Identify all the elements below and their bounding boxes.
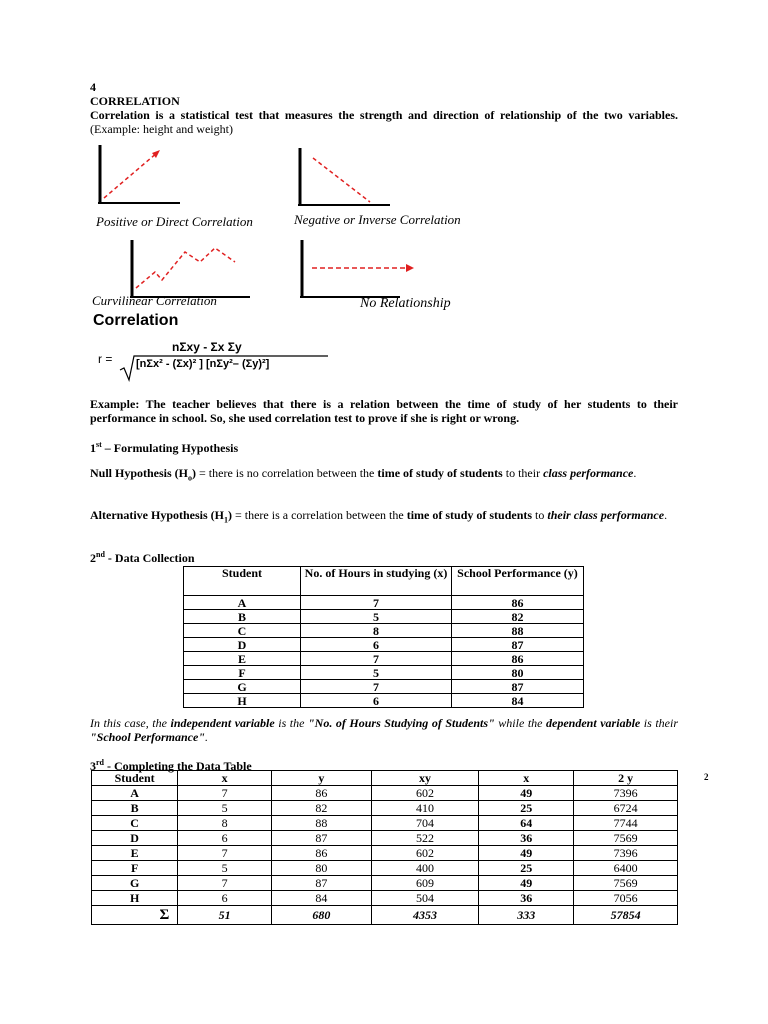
intro-definition: Correlation is a statistical test that measures the strength and direction of relationship of the two variables. [90, 108, 678, 122]
note-part: . [204, 730, 208, 744]
note-dependent-name: "School Performance" [90, 730, 205, 744]
sum-row [92, 906, 678, 925]
table-row [92, 786, 678, 801]
note-independent: independent variable [170, 716, 275, 730]
col-header-performance: School Performance (y) [452, 567, 584, 596]
table-cell: 7 [301, 596, 452, 610]
table-cell: 88 [271, 816, 371, 831]
table-header-row [92, 771, 678, 786]
sum-cell: 680 [271, 906, 371, 925]
table-cell: 5 [178, 801, 272, 816]
table-row [184, 596, 584, 610]
sigma-symbol: Σ [92, 906, 178, 925]
null-hypothesis [90, 466, 678, 485]
variables-note [90, 716, 678, 744]
table-cell: 86 [271, 846, 371, 861]
table-row [184, 694, 584, 708]
alt-hyp-mid: = there is a correlation between the [232, 508, 407, 522]
table-cell: 7 [301, 680, 452, 694]
table-cell: 86 [452, 596, 584, 610]
table-cell: 609 [371, 876, 479, 891]
table-cell: 25 [479, 801, 574, 816]
page-title: CORRELATION [90, 94, 180, 108]
table-cell: 82 [452, 610, 584, 624]
table-cell: 6724 [574, 801, 678, 816]
table-cell: 5 [178, 861, 272, 876]
table-row [184, 680, 584, 694]
col-header-x: x [178, 771, 272, 786]
table-cell: 87 [271, 831, 371, 846]
table-cell: F [92, 861, 178, 876]
alt-hyp-label-end: ) [228, 508, 232, 522]
table-cell: G [184, 680, 301, 694]
note-part: is the [274, 716, 308, 730]
col-header-y: y [271, 771, 371, 786]
table-cell: 49 [479, 876, 574, 891]
step3-suffix: rd [96, 758, 104, 767]
table-cell: 87 [452, 638, 584, 652]
correlation-diagram [90, 140, 490, 340]
step1-suffix: st [96, 440, 102, 449]
data-collection-table [183, 566, 584, 708]
col-header-x-squared: x [479, 771, 574, 786]
table-cell: 400 [371, 861, 479, 876]
table-cell: 5 [301, 666, 452, 680]
alt-hyp-italic: their class performance [547, 508, 665, 522]
negative-graph [298, 148, 390, 206]
table-header-row [184, 567, 584, 596]
table-row [184, 666, 584, 680]
alternative-hypothesis [90, 508, 678, 527]
table-cell: 87 [271, 876, 371, 891]
curvilinear-graph [130, 240, 250, 298]
col-header-student: Student [92, 771, 178, 786]
step3-text: - Completing the Data Table [104, 759, 252, 773]
formula-denominator: [nΣx² - (Σx)² ] [nΣy²– (Σy)²] [136, 358, 270, 370]
table-cell: 6 [178, 891, 272, 906]
table-cell: 88 [452, 624, 584, 638]
table-cell: 8 [178, 816, 272, 831]
table-row [92, 846, 678, 861]
step2-heading [90, 548, 678, 565]
table-row [184, 638, 584, 652]
table-row [184, 610, 584, 624]
table-cell: H [184, 694, 301, 708]
table-row [92, 861, 678, 876]
table-cell: 7 [178, 786, 272, 801]
table-cell: C [92, 816, 178, 831]
label-positive: Positive or Direct Correlation [96, 214, 253, 229]
null-hyp-label-end: ) [192, 466, 197, 480]
alt-hyp-label: Alternative Hypothesis (H [90, 508, 224, 522]
table-cell: G [92, 876, 178, 891]
table-cell: 82 [271, 801, 371, 816]
alt-hyp-bold: time of study of students [406, 508, 533, 522]
table-cell: 704 [371, 816, 479, 831]
table-cell: 7 [178, 876, 272, 891]
table-row [92, 876, 678, 891]
table-cell: F [184, 666, 301, 680]
table-cell: 86 [452, 652, 584, 666]
table-cell: 84 [452, 694, 584, 708]
table-cell: 602 [371, 846, 479, 861]
table-cell: 7569 [574, 831, 678, 846]
table-row [92, 891, 678, 906]
table-cell: 8 [301, 624, 452, 638]
table-cell: 6 [301, 694, 452, 708]
table-cell: 410 [371, 801, 479, 816]
sum-cell: 333 [479, 906, 574, 925]
table-cell: D [92, 831, 178, 846]
table-cell: 6 [178, 831, 272, 846]
intro-example: (Example: height and weight) [90, 122, 233, 136]
step1-number: 1 [90, 441, 96, 455]
table-cell: 7056 [574, 891, 678, 906]
table-cell: A [184, 596, 301, 610]
example-paragraph: Example: The teacher believes that there is a relation between the time of study of her students to their performance in school. So, she used correlation test to prove if she is right or wrong. [90, 397, 678, 425]
table-cell: 7569 [574, 876, 678, 891]
table-cell: 602 [371, 786, 479, 801]
step2-number: 2 [90, 551, 96, 565]
table-cell: 6 [301, 638, 452, 652]
null-hyp-mid2: to their [502, 466, 544, 480]
table-cell: 80 [271, 861, 371, 876]
col-header-y-squared: 2 y [574, 771, 678, 786]
label-curvilinear: Curvilinear Correlation [92, 293, 217, 308]
step1-heading [90, 438, 678, 455]
note-dependent: dependent variable [546, 716, 641, 730]
diagram-title: Correlation [93, 312, 179, 329]
step2-suffix: nd [96, 550, 105, 559]
sum-cell: 4353 [371, 906, 479, 925]
table-cell: 86 [271, 786, 371, 801]
table-cell: 80 [452, 666, 584, 680]
table-row [92, 816, 678, 831]
table-cell: 49 [479, 846, 574, 861]
formula-numerator: nΣxy - Σx Σy [172, 340, 242, 354]
table-row [92, 801, 678, 816]
table-cell: 7396 [574, 846, 678, 861]
sum-cell: 57854 [574, 906, 678, 925]
sum-cell: 51 [178, 906, 272, 925]
table-row [92, 831, 678, 846]
table-cell: E [92, 846, 178, 861]
table-cell: 84 [271, 891, 371, 906]
table-cell: A [92, 786, 178, 801]
page-number: 4 [90, 80, 96, 94]
step2-text: - Data Collection [104, 551, 195, 565]
null-hyp-label: Null Hypothesis (H [90, 466, 189, 480]
label-negative: Negative or Inverse Correlation [294, 212, 461, 227]
null-hyp-bold: time of study of students [377, 466, 503, 480]
table-cell: 64 [479, 816, 574, 831]
no-relationship-graph [300, 240, 414, 298]
intro-paragraph [90, 108, 678, 136]
completed-data-table [91, 770, 678, 925]
null-hyp-italic: class performance [543, 466, 634, 480]
correlation-formula [98, 340, 328, 382]
label-no-relationship: No Relationship [360, 296, 451, 311]
table-cell: 36 [479, 891, 574, 906]
note-part: while the [494, 716, 547, 730]
alt-hyp-mid2: to [532, 508, 548, 522]
table-cell: C [184, 624, 301, 638]
table-cell: H [92, 891, 178, 906]
note-part: In this case, the [90, 716, 171, 730]
alt-hyp-sub: 1 [224, 515, 228, 525]
table-cell: 7 [301, 652, 452, 666]
table-cell: 7396 [574, 786, 678, 801]
col-header-student: Student [184, 567, 301, 596]
table-cell: B [184, 610, 301, 624]
formula-lhs: r = [98, 352, 113, 366]
null-hyp-end: . [633, 466, 637, 480]
col-header-hours: No. of Hours in studying (x) [301, 567, 452, 596]
table-cell: 36 [479, 831, 574, 846]
alt-hyp-end: . [664, 508, 668, 522]
table-cell: 7 [178, 846, 272, 861]
positive-graph [98, 145, 180, 204]
table-cell: 5 [301, 610, 452, 624]
note-independent-name: "No. of Hours Studying of Students" [307, 716, 495, 730]
table-cell: 522 [371, 831, 479, 846]
table-cell: 49 [479, 786, 574, 801]
note-part: is their [640, 716, 678, 730]
table-cell: 6400 [574, 861, 678, 876]
step3-number: 3 [90, 759, 96, 773]
table-cell: 7744 [574, 816, 678, 831]
null-hyp-mid: = there is no correlation between the [196, 466, 378, 480]
col-header-xy: xy [371, 771, 479, 786]
table-cell: B [92, 801, 178, 816]
table-row [184, 652, 584, 666]
table-cell: 25 [479, 861, 574, 876]
table-cell: 504 [371, 891, 479, 906]
null-hyp-sub: o [188, 473, 193, 483]
stray-superscript: 2 [704, 772, 709, 782]
table-cell: E [184, 652, 301, 666]
step1-text: – Formulating Hypothesis [101, 441, 239, 455]
table-row [184, 624, 584, 638]
table-cell: 87 [452, 680, 584, 694]
table-cell: D [184, 638, 301, 652]
